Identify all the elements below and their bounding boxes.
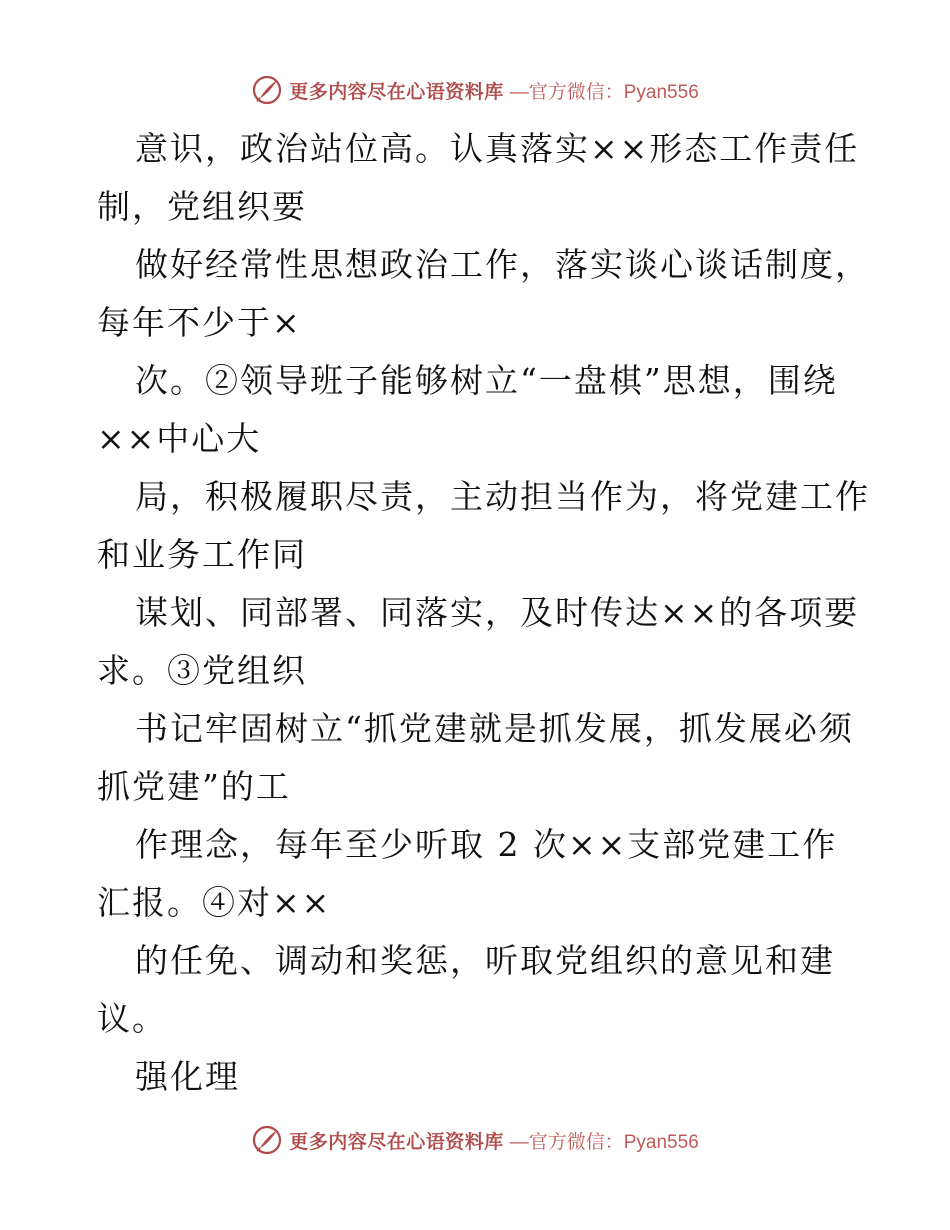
text-line: 汇报。④对×× — [97, 883, 332, 922]
watermark-site-text: 更多内容尽在心语资料库 — [289, 1130, 504, 1153]
text-line: 和业务工作同 — [97, 535, 307, 574]
text-line: 的任免、调动和奖惩，听取党组织的意见和建 — [135, 941, 835, 980]
text-line: 作理念，每年至少听取 2 次××支部党建工作 — [135, 825, 838, 864]
text-line: 每年不少于× — [97, 303, 302, 342]
text-line: 局，积极履职尽责，主动担当作为，将党建工作 — [135, 477, 870, 516]
feather-pen-logo-icon — [251, 74, 283, 106]
text-line: 制，党组织要 — [97, 187, 307, 226]
watermark-site-text: 更多内容尽在心语资料库 — [289, 80, 504, 103]
text-line: 求。③党组织 — [97, 651, 307, 690]
text-line: 议。 — [97, 999, 167, 1038]
watermark-contact-text: —官方微信：Pyan556 — [509, 1131, 699, 1153]
text-line: 次。②领导班子能够树立“一盘棋”思想，围绕 — [135, 361, 838, 400]
text-line: ××中心大 — [97, 419, 262, 458]
text-line: 强化理 — [135, 1057, 240, 1096]
text-line: 做好经常性思想政治工作，落实谈心谈话制度， — [135, 245, 870, 284]
text-line: 意识，政治站位高。认真落实××形态工作责任 — [135, 129, 860, 168]
text-line: 谋划、同部署、同落实，及时传达××的各项要 — [135, 593, 860, 632]
header-watermark — [0, 70, 950, 110]
footer-watermark — [0, 1120, 950, 1160]
document-body — [97, 120, 870, 1106]
feather-pen-logo-icon — [251, 1124, 283, 1156]
text-line: 抓党建”的工 — [97, 767, 291, 806]
watermark-contact-text: —官方微信：Pyan556 — [509, 81, 699, 103]
text-line: 书记牢固树立“抓党建就是抓发展，抓发展必须 — [135, 709, 854, 748]
